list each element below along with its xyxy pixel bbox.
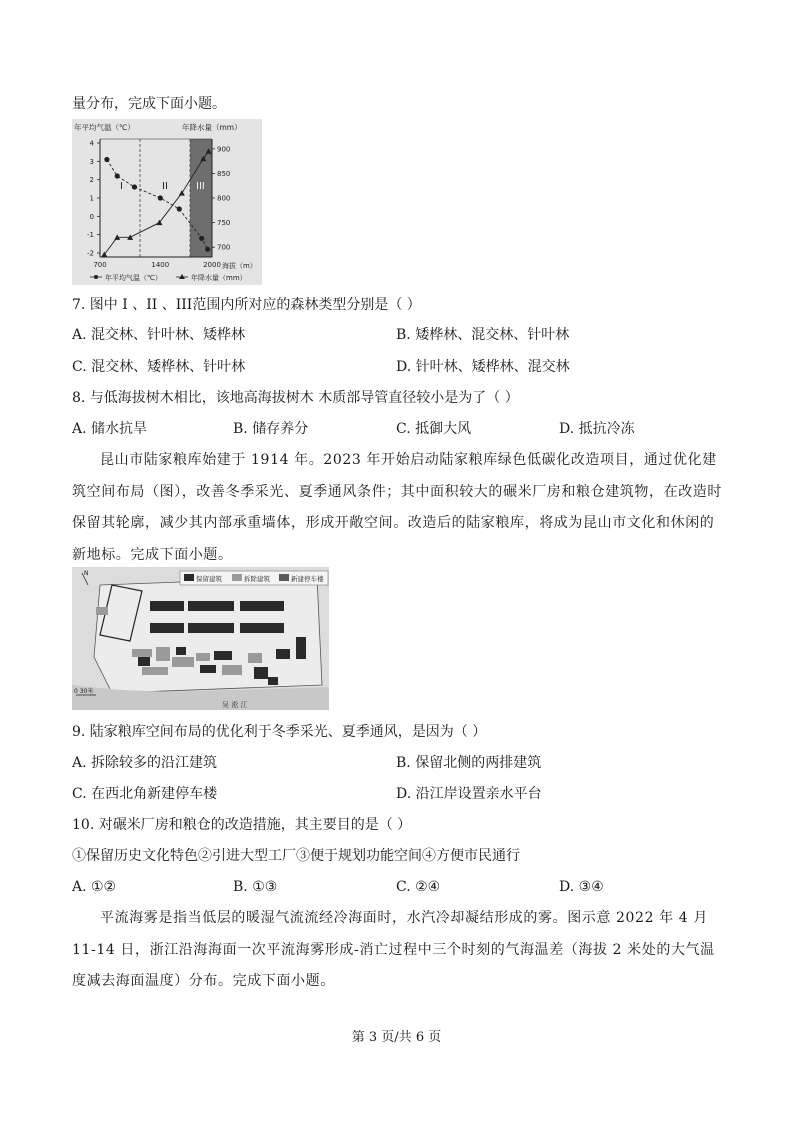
left-tick-label: 3 bbox=[89, 157, 94, 166]
q10-option-c[interactable]: C. ②④ bbox=[396, 879, 441, 895]
left-tick-label: 4 bbox=[89, 139, 94, 148]
right-tick-label: 750 bbox=[217, 219, 231, 228]
right-tick-label: 850 bbox=[217, 169, 231, 178]
elevation-climate-chart bbox=[72, 119, 262, 285]
legend-temp: 年平均气温（℃） bbox=[105, 274, 162, 282]
q9-stem: 9. 陆家粮库空间布局的优化利于冬季采光、夏季通风，是因为（ ） bbox=[72, 724, 487, 740]
legend-keep-swatch bbox=[184, 574, 194, 581]
q9-option-c[interactable]: C. 在西北角新建停车楼 bbox=[72, 786, 218, 802]
passage-sea-fog: 平流海雾是指当低层的暖湿气流流经冷海面时，水汽冷却凝结形成的雾。图示意 2022 年 4 月 11-14 日，浙江沿海海面一次平流海雾形成-消亡过程中三个时刻的气海温差（海拔 2 米处的大气温度减去海面温度）分布。完成下面小题。 bbox=[72, 910, 715, 989]
x-axis-label: 海拔（m） bbox=[222, 262, 257, 270]
legend-parking: 新建停车楼 bbox=[291, 575, 324, 583]
temperature-point bbox=[199, 236, 204, 241]
x-tick-label: 2000 bbox=[203, 261, 221, 269]
q8-option-d[interactable]: D. 抵抗冷冻 bbox=[559, 421, 635, 437]
q7-option-d[interactable]: D. 针叶林、矮桦林、混交林 bbox=[396, 359, 570, 375]
scale-label: 0 30米 bbox=[74, 688, 94, 695]
legend-temp-marker bbox=[94, 275, 98, 279]
temperature-point bbox=[104, 157, 109, 162]
retained-building bbox=[188, 601, 234, 611]
legend-parking-swatch bbox=[279, 574, 289, 581]
q10-option-a[interactable]: A. ①② bbox=[72, 879, 117, 895]
right-axis-title: 年降水量（mm） bbox=[182, 123, 242, 132]
right-tick-label: 900 bbox=[217, 145, 231, 154]
x-tick-label: 1400 bbox=[151, 261, 170, 269]
legend-keep: 保留建筑 bbox=[196, 575, 222, 583]
legend-demolish-swatch bbox=[232, 574, 242, 581]
retained-building bbox=[150, 601, 184, 611]
left-tick-label: 1 bbox=[89, 194, 94, 203]
intro-tail: 量分布，完成下面小题。 bbox=[72, 96, 226, 112]
passage-granary: 昆山市陆家粮库始建于 1914 年。2023 年开始启动陆家粮库绿色低碳化改造项目，通过优化建筑空间布局（图），改善冬季采光、夏季通风条件；其中面积较大的碾米厂房和粮仓建筑物，在改造时保留其轮廓，减少其内部承重墙体，形成开敞空间。改造后的陆家粮库，将成为昆山市文化和休闲的新地标。完成下面小题。 bbox=[72, 452, 722, 563]
q7-option-c[interactable]: C. 混交林、矮桦林、针叶林 bbox=[72, 359, 246, 375]
page-footer: 第 3 页/共 6 页 bbox=[351, 1030, 442, 1045]
temperature-point bbox=[158, 195, 163, 200]
q10-items: ①保留历史文化特色②引进大型工厂③便于规划功能空间④方便市民通行 bbox=[72, 848, 520, 864]
left-tick-label: 2 bbox=[89, 176, 94, 185]
north-label: N bbox=[84, 570, 89, 577]
legend-demolish: 拆除建筑 bbox=[244, 575, 270, 583]
q8-option-c[interactable]: C. 抵御大风 bbox=[396, 421, 472, 437]
retained-building bbox=[150, 623, 184, 633]
q8-option-b[interactable]: B. 储存养分 bbox=[233, 421, 309, 437]
q8-option-a[interactable]: A. 储水抗旱 bbox=[72, 421, 148, 437]
legend-precip: 年降水量（mm） bbox=[191, 274, 247, 282]
q7-option-a[interactable]: A. 混交林、针叶林、矮桦林 bbox=[72, 327, 246, 343]
q10-stem: 10. 对碾米厂房和粮仓的改造措施，其主要目的是（ ） bbox=[72, 817, 412, 833]
right-tick-label: 700 bbox=[217, 243, 231, 252]
right-tick-label: 800 bbox=[217, 194, 231, 203]
retained-building bbox=[240, 623, 284, 633]
chart-svg bbox=[72, 119, 262, 285]
left-tick-label: -1 bbox=[87, 231, 94, 240]
q10-option-d[interactable]: D. ③④ bbox=[559, 879, 604, 895]
river-label: 吴 淞 江 bbox=[222, 701, 248, 709]
retained-building bbox=[188, 623, 234, 633]
left-tick-label: -2 bbox=[87, 249, 94, 258]
x-tick-label: 700 bbox=[93, 261, 107, 269]
temperature-point bbox=[132, 184, 137, 189]
q9-option-b[interactable]: B. 保留北侧的两排建筑 bbox=[396, 755, 542, 771]
temperature-point bbox=[205, 247, 210, 252]
q9-option-a[interactable]: A. 拆除较多的沿江建筑 bbox=[72, 755, 218, 771]
q7-option-b[interactable]: B. 矮桦林、混交林、针叶林 bbox=[396, 327, 570, 343]
q9-option-d[interactable]: D. 沿江岸设置亲水平台 bbox=[396, 786, 542, 802]
q7-stem: 7. 图中 I 、II 、III范围内所对应的森林类型分别是（ ） bbox=[72, 297, 421, 313]
left-tick-label: 0 bbox=[89, 212, 94, 221]
zone-label-1: I bbox=[120, 181, 123, 192]
granary-layout-map bbox=[72, 567, 329, 710]
map-svg bbox=[72, 567, 329, 710]
zone-label-3: III bbox=[196, 181, 205, 192]
temperature-point bbox=[115, 173, 120, 178]
left-axis-title: 年平均气温（℃） bbox=[74, 123, 135, 132]
q8-stem: 8. 与低海拔树木相比，该地高海拔树木 木质部导管直径较小是为了（ ） bbox=[72, 390, 519, 406]
zone-label-2: II bbox=[162, 181, 168, 192]
q10-option-b[interactable]: B. ①③ bbox=[233, 879, 278, 895]
retained-building bbox=[240, 601, 284, 611]
temperature-point bbox=[177, 206, 182, 211]
